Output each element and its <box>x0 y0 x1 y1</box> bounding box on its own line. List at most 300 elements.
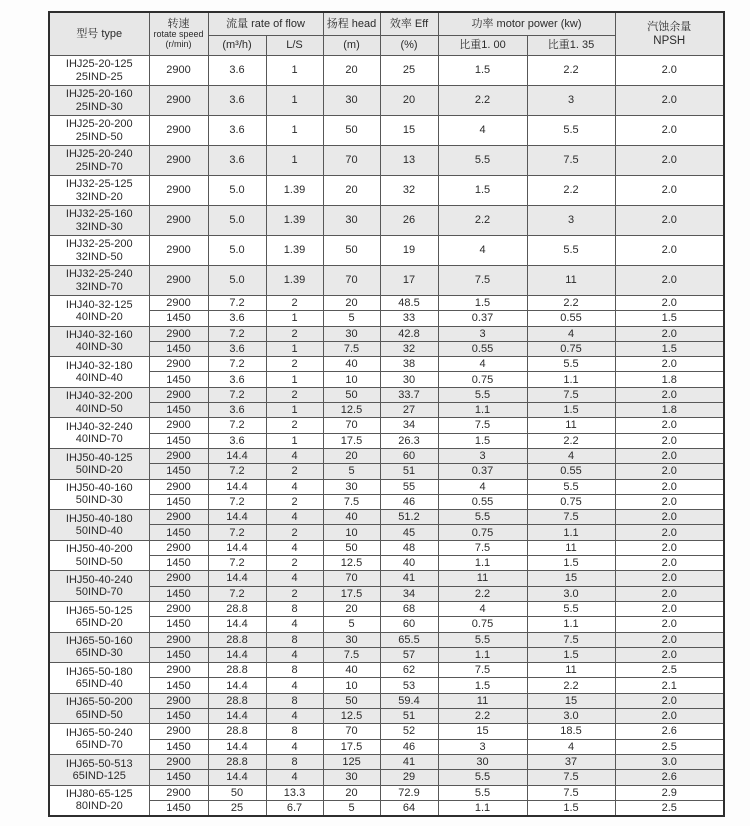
cell-power-sg100: 5.5 <box>438 632 527 647</box>
cell-model-type <box>49 540 149 571</box>
table-row <box>49 56 724 86</box>
model-type-line: IHJ40-32-200 <box>65 390 133 403</box>
cell-speed: 1450 <box>149 709 208 724</box>
cell-flow-ls: 1 <box>266 403 323 418</box>
model-type-line: IHJ65-50-240 <box>65 727 133 740</box>
cell-speed: 1450 <box>149 770 208 785</box>
model-type-line: IHJ65-50-513 <box>65 757 133 770</box>
cell-flow-m3h: 7.2 <box>208 296 266 311</box>
cell-npsh: 2.0 <box>615 525 724 540</box>
cell-eff: 51.2 <box>380 510 438 525</box>
cell-head: 5 <box>323 800 380 816</box>
model-type-line: IHJ25-20-160 <box>65 88 133 101</box>
cell-model-type <box>49 601 149 632</box>
cell-flow-m3h: 7.2 <box>208 556 266 571</box>
cell-npsh: 1.5 <box>615 311 724 326</box>
cell-model-type <box>49 236 149 266</box>
header-head: 扬程 head <box>323 12 380 36</box>
model-type-line: IHJ25-20-240 <box>65 148 133 161</box>
model-type-line: IHJ32-25-240 <box>65 268 133 281</box>
cell-power-sg100: 3 <box>438 326 527 341</box>
cell-flow-m3h: 7.2 <box>208 525 266 540</box>
cell-power-sg135: 3 <box>527 86 615 116</box>
cell-speed: 2900 <box>149 754 208 769</box>
cell-power-sg100: 0.75 <box>438 617 527 632</box>
cell-speed: 2900 <box>149 448 208 463</box>
cell-npsh: 2.0 <box>615 586 724 601</box>
cell-eff: 55 <box>380 479 438 494</box>
cell-speed: 1450 <box>149 494 208 509</box>
cell-power-sg100: 11 <box>438 693 527 708</box>
cell-head: 20 <box>323 448 380 463</box>
cell-speed: 1450 <box>149 586 208 601</box>
cell-flow-m3h: 5.0 <box>208 176 266 206</box>
cell-speed: 1450 <box>149 647 208 662</box>
cell-eff: 27 <box>380 403 438 418</box>
cell-speed: 2900 <box>149 510 208 525</box>
cell-model-type <box>49 448 149 479</box>
header-eff: 效率 Eff <box>380 12 438 36</box>
cell-npsh: 2.0 <box>615 601 724 616</box>
cell-eff: 32 <box>380 176 438 206</box>
cell-speed: 1450 <box>149 433 208 448</box>
cell-flow-ls: 1 <box>266 311 323 326</box>
cell-head: 20 <box>323 296 380 311</box>
cell-npsh: 2.0 <box>615 236 724 266</box>
cell-power-sg135: 11 <box>527 540 615 555</box>
cell-npsh: 2.0 <box>615 206 724 236</box>
cell-flow-m3h: 3.6 <box>208 146 266 176</box>
cell-power-sg100: 5.5 <box>438 146 527 176</box>
model-type-line: 25IND-70 <box>75 160 123 173</box>
table-row <box>49 433 724 448</box>
cell-npsh: 2.0 <box>615 556 724 571</box>
cell-npsh: 2.0 <box>615 116 724 146</box>
cell-power-sg100: 0.75 <box>438 525 527 540</box>
table-row <box>49 236 724 266</box>
cell-flow-ls: 1 <box>266 86 323 116</box>
cell-power-sg100: 1.5 <box>438 176 527 206</box>
cell-flow-ls: 4 <box>266 540 323 555</box>
header-power-sg135: 比重1. 35 <box>527 36 615 56</box>
cell-head: 20 <box>323 601 380 616</box>
cell-head: 7.5 <box>323 341 380 356</box>
cell-power-sg100: 0.75 <box>438 372 527 387</box>
table-row <box>49 693 724 708</box>
cell-eff: 48.5 <box>380 296 438 311</box>
cell-power-sg135: 0.55 <box>527 311 615 326</box>
cell-eff: 59.4 <box>380 693 438 708</box>
cell-eff: 30 <box>380 372 438 387</box>
model-type-line: 50IND-20 <box>75 463 123 476</box>
cell-eff: 38 <box>380 357 438 372</box>
cell-power-sg135: 37 <box>527 754 615 769</box>
cell-flow-ls: 4 <box>266 617 323 632</box>
cell-head: 12.5 <box>323 403 380 418</box>
cell-speed: 2900 <box>149 56 208 86</box>
cell-speed: 2900 <box>149 663 208 678</box>
cell-head: 125 <box>323 754 380 769</box>
model-type-line: IHJ50-40-160 <box>65 482 133 495</box>
cell-power-sg100: 1.5 <box>438 678 527 693</box>
header-rate-of-flow: 流量 rate of flow <box>208 12 323 36</box>
cell-eff: 34 <box>380 586 438 601</box>
model-type-line: 40IND-20 <box>75 310 123 323</box>
cell-head: 7.5 <box>323 647 380 662</box>
table-row <box>49 311 724 326</box>
cell-flow-ls: 2 <box>266 387 323 402</box>
table-row <box>49 146 724 176</box>
table-row <box>49 464 724 479</box>
cell-power-sg100: 2.2 <box>438 206 527 236</box>
cell-power-sg100: 0.37 <box>438 311 527 326</box>
cell-speed: 2900 <box>149 540 208 555</box>
cell-power-sg135: 1.5 <box>527 647 615 662</box>
cell-power-sg135: 2.2 <box>527 176 615 206</box>
table-row <box>49 663 724 678</box>
cell-head: 10 <box>323 678 380 693</box>
cell-model-type <box>49 479 149 510</box>
cell-speed: 2900 <box>149 632 208 647</box>
cell-model-type <box>49 785 149 816</box>
cell-head: 30 <box>323 206 380 236</box>
cell-eff: 51 <box>380 464 438 479</box>
header-rotate-speed-unit: (r/min) <box>165 38 192 49</box>
header-type: 型号 type <box>49 12 149 56</box>
cell-model-type <box>49 724 149 755</box>
cell-flow-ls: 1.39 <box>266 266 323 296</box>
cell-eff: 29 <box>380 770 438 785</box>
cell-speed: 1450 <box>149 556 208 571</box>
cell-power-sg100: 3 <box>438 739 527 754</box>
cell-eff: 60 <box>380 448 438 463</box>
cell-flow-m3h: 14.4 <box>208 739 266 754</box>
cell-power-sg100: 7.5 <box>438 266 527 296</box>
cell-flow-m3h: 5.0 <box>208 206 266 236</box>
cell-eff: 46 <box>380 494 438 509</box>
cell-flow-ls: 2 <box>266 525 323 540</box>
cell-power-sg100: 0.55 <box>438 494 527 509</box>
cell-power-sg100: 1.1 <box>438 800 527 816</box>
cell-head: 40 <box>323 663 380 678</box>
cell-speed: 2900 <box>149 146 208 176</box>
cell-head: 20 <box>323 176 380 206</box>
cell-power-sg135: 7.5 <box>527 770 615 785</box>
cell-power-sg100: 0.37 <box>438 464 527 479</box>
cell-head: 5 <box>323 617 380 632</box>
cell-power-sg135: 5.5 <box>527 601 615 616</box>
cell-npsh: 2.0 <box>615 357 724 372</box>
cell-npsh: 2.5 <box>615 663 724 678</box>
model-type-line: IHJ25-20-125 <box>65 58 133 71</box>
cell-npsh: 2.5 <box>615 800 724 816</box>
cell-power-sg135: 7.5 <box>527 387 615 402</box>
cell-power-sg100: 30 <box>438 754 527 769</box>
header-rotate-speed-en: rotate speed <box>153 29 204 40</box>
cell-speed: 2900 <box>149 176 208 206</box>
model-type-line: 40IND-50 <box>75 402 123 415</box>
cell-flow-ls: 8 <box>266 632 323 647</box>
table-row <box>49 770 724 785</box>
cell-flow-m3h: 7.2 <box>208 326 266 341</box>
cell-flow-m3h: 28.8 <box>208 724 266 739</box>
cell-flow-ls: 4 <box>266 770 323 785</box>
cell-eff: 45 <box>380 525 438 540</box>
cell-speed: 2900 <box>149 266 208 296</box>
cell-flow-m3h: 7.2 <box>208 357 266 372</box>
model-type-line: IHJ80-65-125 <box>65 788 133 801</box>
cell-speed: 2900 <box>149 571 208 586</box>
model-type-line: IHJ65-50-125 <box>65 604 133 617</box>
cell-head: 50 <box>323 540 380 555</box>
cell-head: 12.5 <box>323 556 380 571</box>
model-type-line: 50IND-30 <box>75 494 123 507</box>
table-row <box>49 206 724 236</box>
cell-power-sg100: 7.5 <box>438 663 527 678</box>
model-type-line: IHJ65-50-160 <box>65 635 133 648</box>
model-type-line: IHJ25-20-200 <box>65 118 133 131</box>
cell-model-type <box>49 693 149 724</box>
cell-npsh: 2.5 <box>615 739 724 754</box>
cell-flow-ls: 6.7 <box>266 800 323 816</box>
cell-head: 50 <box>323 387 380 402</box>
cell-flow-m3h: 3.6 <box>208 116 266 146</box>
header-flow-ls: L/S <box>266 36 323 56</box>
cell-head: 40 <box>323 357 380 372</box>
cell-flow-ls: 2 <box>266 556 323 571</box>
cell-model-type <box>49 663 149 694</box>
cell-speed: 1450 <box>149 403 208 418</box>
cell-flow-m3h: 28.8 <box>208 601 266 616</box>
cell-eff: 26 <box>380 206 438 236</box>
cell-model-type <box>49 326 149 357</box>
cell-eff: 32 <box>380 341 438 356</box>
cell-flow-m3h: 5.0 <box>208 236 266 266</box>
cell-npsh: 2.0 <box>615 448 724 463</box>
cell-flow-ls: 2 <box>266 418 323 433</box>
cell-power-sg100: 5.5 <box>438 387 527 402</box>
cell-eff: 51 <box>380 709 438 724</box>
cell-flow-m3h: 14.4 <box>208 571 266 586</box>
cell-eff: 53 <box>380 678 438 693</box>
cell-npsh: 3.0 <box>615 754 724 769</box>
cell-flow-m3h: 28.8 <box>208 754 266 769</box>
cell-power-sg100: 15 <box>438 724 527 739</box>
cell-head: 30 <box>323 479 380 494</box>
table-row <box>49 341 724 356</box>
cell-speed: 2900 <box>149 296 208 311</box>
cell-power-sg135: 4 <box>527 448 615 463</box>
cell-npsh: 1.8 <box>615 372 724 387</box>
cell-head: 50 <box>323 693 380 708</box>
cell-eff: 72.9 <box>380 785 438 800</box>
cell-flow-ls: 1 <box>266 146 323 176</box>
cell-head: 30 <box>323 86 380 116</box>
model-type-line: 40IND-30 <box>75 341 123 354</box>
cell-eff: 19 <box>380 236 438 266</box>
model-type-line: 50IND-40 <box>75 524 123 537</box>
model-type-line: IHJ65-50-180 <box>65 665 133 678</box>
cell-power-sg100: 5.5 <box>438 770 527 785</box>
header-power-sg100: 比重1. 00 <box>438 36 527 56</box>
cell-power-sg135: 7.5 <box>527 146 615 176</box>
model-type-line: 25IND-25 <box>75 70 123 83</box>
cell-power-sg135: 4 <box>527 739 615 754</box>
cell-power-sg135: 2.2 <box>527 296 615 311</box>
cell-power-sg100: 4 <box>438 236 527 266</box>
cell-power-sg135: 3 <box>527 206 615 236</box>
cell-eff: 20 <box>380 86 438 116</box>
cell-npsh: 2.0 <box>615 176 724 206</box>
cell-eff: 33.7 <box>380 387 438 402</box>
cell-flow-ls: 4 <box>266 479 323 494</box>
cell-eff: 46 <box>380 739 438 754</box>
cell-flow-ls: 4 <box>266 510 323 525</box>
table-row <box>49 586 724 601</box>
cell-flow-m3h: 3.6 <box>208 56 266 86</box>
model-type-line: 50IND-50 <box>75 555 123 568</box>
cell-eff: 42.8 <box>380 326 438 341</box>
cell-power-sg100: 2.2 <box>438 86 527 116</box>
cell-speed: 1450 <box>149 678 208 693</box>
cell-power-sg100: 2.2 <box>438 709 527 724</box>
cell-model-type <box>49 206 149 236</box>
cell-flow-ls: 8 <box>266 663 323 678</box>
table-header <box>49 12 724 56</box>
cell-flow-m3h: 7.2 <box>208 387 266 402</box>
cell-speed: 2900 <box>149 418 208 433</box>
cell-power-sg100: 11 <box>438 571 527 586</box>
cell-power-sg135: 5.5 <box>527 479 615 494</box>
cell-head: 30 <box>323 632 380 647</box>
cell-eff: 13 <box>380 146 438 176</box>
cell-flow-m3h: 3.6 <box>208 403 266 418</box>
cell-flow-ls: 4 <box>266 709 323 724</box>
cell-eff: 60 <box>380 617 438 632</box>
cell-power-sg135: 7.5 <box>527 632 615 647</box>
model-type-line: IHJ32-25-160 <box>65 208 133 221</box>
cell-power-sg135: 5.5 <box>527 116 615 146</box>
cell-flow-m3h: 14.4 <box>208 510 266 525</box>
cell-flow-m3h: 14.4 <box>208 540 266 555</box>
cell-flow-ls: 4 <box>266 571 323 586</box>
cell-flow-m3h: 14.4 <box>208 479 266 494</box>
cell-flow-m3h: 28.8 <box>208 693 266 708</box>
cell-head: 70 <box>323 418 380 433</box>
cell-head: 70 <box>323 146 380 176</box>
pump-table-body <box>49 56 724 817</box>
cell-flow-ls: 4 <box>266 739 323 754</box>
cell-head: 40 <box>323 510 380 525</box>
header-flow-m3h: (m³/h) <box>208 36 266 56</box>
cell-flow-m3h: 50 <box>208 785 266 800</box>
model-type-line: 65IND-70 <box>75 739 123 752</box>
cell-head: 5 <box>323 464 380 479</box>
cell-model-type <box>49 387 149 418</box>
table-row <box>49 479 724 494</box>
cell-flow-m3h: 3.6 <box>208 86 266 116</box>
model-type-line: 32IND-20 <box>75 190 123 203</box>
cell-eff: 40 <box>380 556 438 571</box>
cell-head: 70 <box>323 266 380 296</box>
cell-head: 20 <box>323 785 380 800</box>
table-row <box>49 540 724 555</box>
cell-power-sg135: 1.5 <box>527 403 615 418</box>
cell-head: 10 <box>323 372 380 387</box>
cell-eff: 15 <box>380 116 438 146</box>
cell-power-sg135: 3.0 <box>527 586 615 601</box>
table-row <box>49 116 724 146</box>
table-row <box>49 632 724 647</box>
cell-flow-m3h: 14.4 <box>208 709 266 724</box>
cell-npsh: 2.0 <box>615 326 724 341</box>
cell-flow-m3h: 3.6 <box>208 372 266 387</box>
cell-power-sg100: 3 <box>438 448 527 463</box>
cell-flow-m3h: 3.6 <box>208 433 266 448</box>
cell-flow-ls: 2 <box>266 586 323 601</box>
cell-power-sg100: 1.5 <box>438 296 527 311</box>
cell-npsh: 2.0 <box>615 86 724 116</box>
cell-power-sg135: 11 <box>527 266 615 296</box>
cell-speed: 2900 <box>149 357 208 372</box>
cell-speed: 2900 <box>149 479 208 494</box>
cell-power-sg100: 4 <box>438 116 527 146</box>
cell-model-type <box>49 86 149 116</box>
cell-npsh: 2.0 <box>615 510 724 525</box>
table-row <box>49 739 724 754</box>
table-row <box>49 571 724 586</box>
cell-flow-m3h: 14.4 <box>208 448 266 463</box>
cell-head: 17.5 <box>323 739 380 754</box>
cell-eff: 68 <box>380 601 438 616</box>
cell-flow-ls: 1.39 <box>266 236 323 266</box>
model-type-line: IHJ40-32-180 <box>65 359 133 372</box>
cell-head: 50 <box>323 236 380 266</box>
cell-flow-ls: 1 <box>266 56 323 86</box>
cell-eff: 17 <box>380 266 438 296</box>
cell-npsh: 2.0 <box>615 387 724 402</box>
cell-speed: 2900 <box>149 116 208 146</box>
header-npsh <box>615 12 724 56</box>
cell-speed: 2900 <box>149 86 208 116</box>
cell-eff: 48 <box>380 540 438 555</box>
model-type-line: 80IND-20 <box>75 800 123 813</box>
model-type-line: IHJ32-25-200 <box>65 238 133 251</box>
cell-flow-ls: 1.39 <box>266 176 323 206</box>
cell-flow-ls: 8 <box>266 754 323 769</box>
cell-eff: 41 <box>380 571 438 586</box>
cell-flow-ls: 8 <box>266 724 323 739</box>
cell-power-sg100: 5.5 <box>438 785 527 800</box>
model-type-line: 25IND-50 <box>75 130 123 143</box>
table-row <box>49 418 724 433</box>
cell-flow-m3h: 28.8 <box>208 632 266 647</box>
cell-power-sg135: 2.2 <box>527 678 615 693</box>
cell-model-type <box>49 146 149 176</box>
cell-power-sg135: 15 <box>527 693 615 708</box>
model-type-line: 65IND-20 <box>75 616 123 629</box>
table-row <box>49 556 724 571</box>
cell-model-type <box>49 176 149 206</box>
cell-head: 5 <box>323 311 380 326</box>
model-type-line: 65IND-50 <box>75 708 123 721</box>
table-row <box>49 678 724 693</box>
cell-npsh: 2.0 <box>615 709 724 724</box>
cell-flow-m3h: 7.2 <box>208 586 266 601</box>
cell-speed: 2900 <box>149 601 208 616</box>
cell-model-type <box>49 357 149 388</box>
cell-npsh: 1.8 <box>615 403 724 418</box>
